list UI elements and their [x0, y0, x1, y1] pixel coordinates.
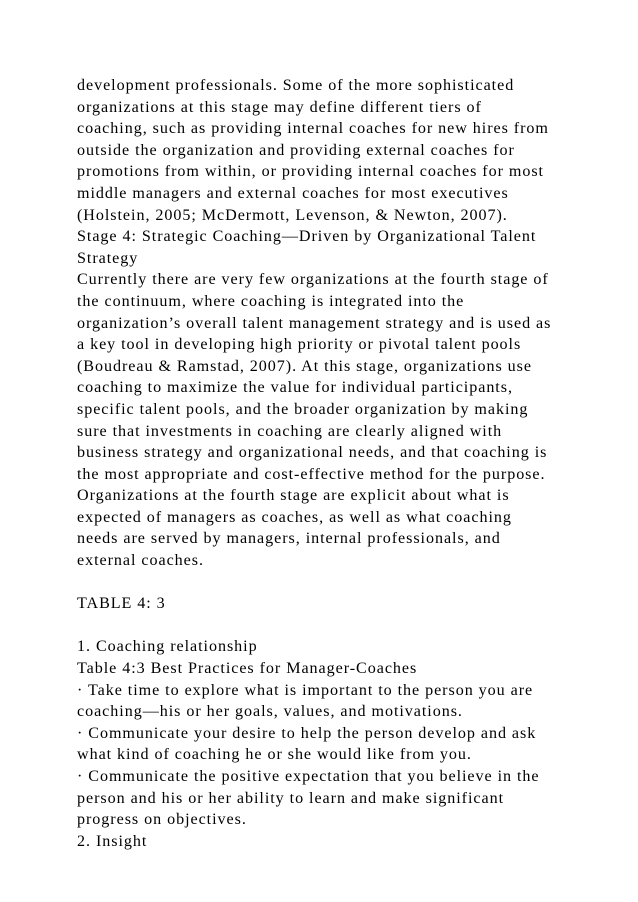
text-line: needs are served by managers, internal professionals, and: [77, 530, 501, 548]
text-line: (Boudreau & Ramstad, 2007). At this stage, organizations use: [77, 357, 532, 375]
text-line: coaching, such as providing internal coaches for new hires from: [77, 120, 549, 138]
text-line: coaching to maximize the value for individual participants,: [77, 379, 513, 397]
bullet-item: [77, 680, 577, 723]
bullet-line: what kind of coaching he or she would like from you.: [77, 746, 472, 764]
bullet-item: [77, 766, 577, 831]
bullet-line: coaching—his or her goals, values, and motivations.: [77, 703, 463, 721]
heading-line: Strategy: [77, 249, 139, 267]
table-label: TABLE 4: 3: [77, 595, 166, 613]
section-1-heading: 1. Coaching relationship: [77, 638, 258, 656]
text-line: organizations at this stage may define different tiers of: [77, 98, 482, 116]
bullet-line: · Communicate your desire to help the person develop and ask: [77, 724, 537, 742]
text-line: expected of managers as coaches, as well as what coaching: [77, 508, 512, 526]
text-line: Currently there are very few organizations at the fourth stage of: [77, 271, 549, 289]
bullet-item: [77, 723, 577, 766]
bullet-line: progress on objectives.: [77, 811, 247, 829]
document-body: [77, 75, 577, 852]
bullet-line: person and his or her ability to learn and make significant: [77, 789, 504, 807]
stage-4-paragraph: [77, 269, 577, 571]
bullet-line: · Take time to explore what is important to the person you are: [77, 681, 534, 699]
text-line: (Holstein, 2005; McDermott, Levenson, & Newton, 2007).: [77, 206, 508, 224]
text-line: the continuum, where coaching is integrated into the: [77, 292, 465, 310]
text-line: Organizations at the fourth stage are explicit about what is: [77, 487, 510, 505]
text-line: business strategy and organizational needs, and that coaching is: [77, 444, 548, 462]
section-2-heading: 2. Insight: [77, 832, 148, 850]
text-line: organization’s overall talent management strategy and is used as: [77, 314, 552, 332]
bullet-line: · Communicate the positive expectation that you believe in the: [77, 768, 540, 785]
heading-line: Stage 4: Strategic Coaching—Driven by Organizational Talent: [77, 228, 537, 246]
text-line: development professionals. Some of the more sophisticated: [77, 77, 515, 94]
text-line: promotions from within, or providing internal coaches for most: [77, 163, 544, 181]
blank-line: [77, 572, 577, 594]
table-title: Table 4:3 Best Practices for Manager-Coaches: [77, 660, 418, 678]
blank-line: [77, 615, 577, 637]
stage-4-heading: [77, 226, 577, 269]
text-line: the most appropriate and cost-effective method for the purpose.: [77, 465, 546, 483]
text-line: specific talent pools, and the broader organization by making: [77, 400, 529, 418]
text-line: sure that investments in coaching are clearly aligned with: [77, 422, 503, 440]
text-line: a key tool in developing high priority or pivotal talent pools: [77, 336, 522, 354]
paragraph-continuation: [77, 75, 577, 226]
text-line: middle managers and external coaches for most executives: [77, 184, 509, 202]
text-line: external coaches.: [77, 552, 204, 570]
text-line: outside the organization and providing external coaches for: [77, 141, 515, 159]
